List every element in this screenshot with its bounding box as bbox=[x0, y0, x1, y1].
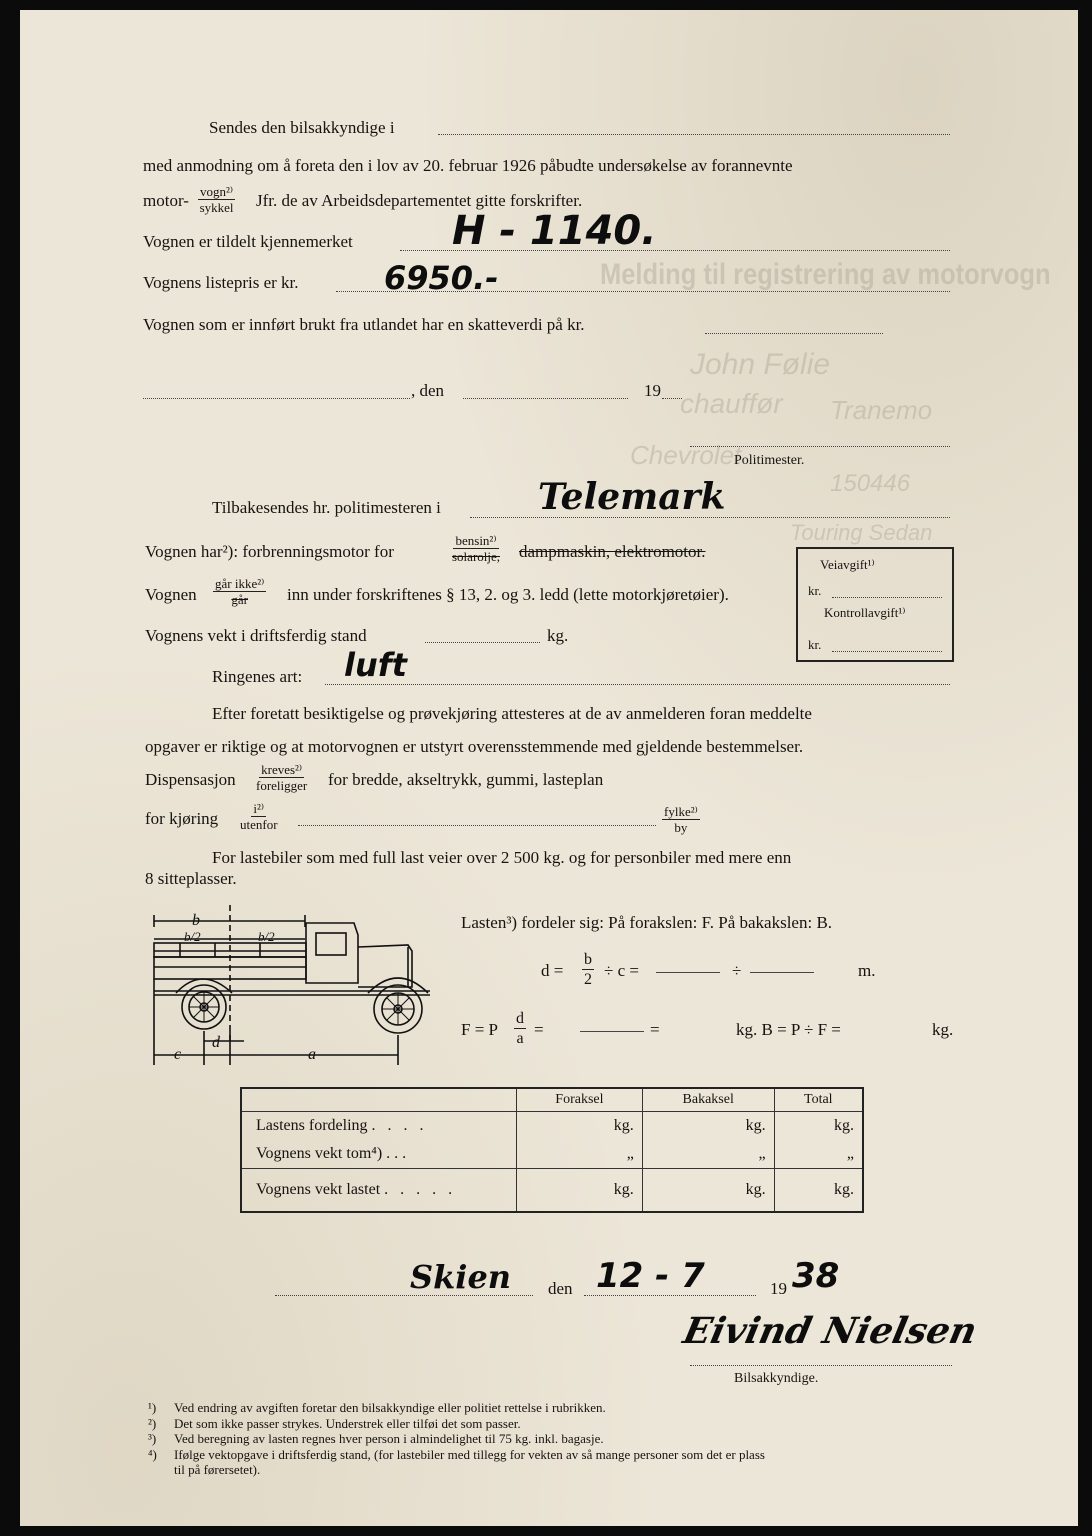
year-prefix: 19 bbox=[644, 381, 661, 400]
truck-diagram bbox=[140, 895, 440, 1070]
ringer-field[interactable] bbox=[325, 684, 950, 685]
tilbakesendes-value: Telemark bbox=[538, 476, 726, 518]
sign-place-value: Skien bbox=[410, 1258, 512, 1296]
kj-top: i²⁾ bbox=[253, 801, 265, 816]
cell-bakaksel[interactable]: „ bbox=[642, 1140, 774, 1169]
inspector-signature: Eivind Nielsen bbox=[679, 1310, 981, 1352]
cell-total[interactable]: kg. bbox=[774, 1112, 863, 1141]
gar-top: går ikke²⁾ bbox=[215, 576, 265, 591]
fee-box bbox=[796, 547, 954, 662]
lastebil-line1: For lastebiler som med full last veier over 2 500 kg. og for personbiler med mere enn bbox=[212, 848, 792, 867]
vekt-field[interactable] bbox=[425, 642, 540, 643]
cell-bakaksel[interactable]: kg. bbox=[642, 1112, 774, 1141]
bilsakkyndige-label: Bilsakkyndige. bbox=[734, 1371, 819, 1386]
dim-c-label: c bbox=[174, 1046, 182, 1063]
show-through-place: Tranemo bbox=[830, 395, 933, 425]
sign-date-value: 12 - 7 bbox=[596, 1256, 705, 1296]
footnotes bbox=[148, 1400, 968, 1478]
sendes-field[interactable] bbox=[438, 134, 950, 135]
footnote: ⁴) Ifølge vektopgave i driftsferdig stand, (for lastebiler med tillegg for vekten av så mange personer som det er plass bbox=[148, 1446, 765, 1462]
kjoring-field[interactable] bbox=[298, 825, 656, 826]
footnote: ²) Det som ikke passer strykes. Understrek eller tilføi det som passer. bbox=[148, 1415, 521, 1431]
listepris-value: 6950.- bbox=[384, 259, 499, 297]
motor-frac-bottom: sykkel bbox=[199, 200, 234, 215]
show-through-heading: Melding til registrering av motorvogn bbox=[600, 258, 1051, 291]
div-sign: ÷ bbox=[732, 961, 742, 980]
dispensasjon-fraction bbox=[256, 762, 307, 793]
listepris-label: Vognens listepris er kr. bbox=[143, 273, 299, 292]
fylke-fraction bbox=[662, 804, 700, 835]
dim-a-label: a bbox=[308, 1046, 316, 1063]
dim-b-label: b bbox=[192, 912, 200, 929]
kjennemerke-value: H - 1140. bbox=[452, 208, 657, 254]
motor-types: dampmaskin, elektromotor. bbox=[519, 542, 706, 561]
gar-bottom: går bbox=[231, 592, 248, 607]
show-through-name: John Følie bbox=[690, 348, 831, 381]
f-formula-left: F = P bbox=[461, 1020, 498, 1039]
ringer-label: Ringenes art: bbox=[212, 667, 303, 686]
motor-frac-top: vogn²⁾ bbox=[200, 184, 234, 199]
sign-year-prefix: 19 bbox=[770, 1279, 787, 1298]
place-field[interactable] bbox=[143, 398, 410, 399]
fylke-bottom: by bbox=[674, 820, 688, 835]
two-under: 2 bbox=[584, 971, 592, 988]
minus-c: ÷ c = bbox=[604, 961, 639, 980]
lasten-text: Lasten³) fordeler sig: På forakslen: F. På bakakslen: B. bbox=[461, 913, 833, 932]
skatteverdi-field[interactable] bbox=[705, 333, 883, 334]
sign-den-label: den bbox=[548, 1279, 573, 1298]
motor-type-fraction bbox=[198, 184, 235, 215]
show-through-serial: 150446 bbox=[830, 470, 911, 497]
veiavgift-label: Veiavgift¹⁾ bbox=[820, 557, 875, 572]
table-row bbox=[241, 1112, 863, 1141]
table-header-bakaksel: Bakaksel bbox=[642, 1088, 774, 1112]
fylke-top: fylke²⁾ bbox=[664, 804, 698, 819]
table-header-foraksel: Foraksel bbox=[517, 1088, 643, 1112]
eq1: = bbox=[534, 1020, 544, 1039]
kg-end: kg. bbox=[932, 1020, 954, 1039]
dim-b2-right-label: b/2 bbox=[258, 929, 275, 944]
vekt-label: Vognens vekt i driftsferdig stand bbox=[145, 626, 367, 645]
veiavgift-kr: kr. bbox=[808, 583, 822, 598]
veiavgift-field[interactable] bbox=[832, 597, 942, 598]
a-under: a bbox=[516, 1030, 524, 1047]
disp-top: kreves²⁾ bbox=[261, 762, 303, 777]
kontrollavgift-field[interactable] bbox=[832, 651, 942, 652]
date-field[interactable] bbox=[463, 398, 628, 399]
cell-foraksel[interactable]: kg. bbox=[517, 1112, 643, 1141]
vognen-label: Vognen bbox=[145, 585, 197, 604]
show-through-make: Chevrolet bbox=[630, 440, 742, 470]
table-row bbox=[241, 1169, 863, 1213]
year-field[interactable] bbox=[662, 398, 682, 399]
skatteverdi-label: Vognen som er innført brukt fra utlandet har en skatteverdi på kr. bbox=[143, 315, 585, 334]
cell-total[interactable]: „ bbox=[774, 1140, 863, 1169]
footnote: ¹) Ved endring av avgiften foretar den bilsakkyndige eller politiet rettelse i rubrikken. bbox=[148, 1400, 606, 1415]
tilbakesendes-label: Tilbakesendes hr. politimesteren i bbox=[212, 498, 441, 517]
disp-bottom: foreligger bbox=[256, 778, 308, 793]
d-over: d bbox=[516, 1010, 524, 1027]
politimester-signature-field[interactable] bbox=[690, 446, 950, 447]
motor-suffix: Jfr. de av Arbeidsdepartementet gitte forskrifter. bbox=[256, 191, 583, 210]
inspector-signature-field[interactable] bbox=[690, 1365, 952, 1366]
kj-bottom: utenfor bbox=[240, 817, 278, 832]
row-label: Vognens vekt tom⁴) . . . bbox=[256, 1145, 407, 1162]
m-unit: m. bbox=[858, 961, 876, 980]
dispensasjon-label: Dispensasjon bbox=[145, 770, 236, 789]
load-table bbox=[240, 1087, 864, 1213]
d-calc-field-1[interactable] bbox=[656, 972, 720, 973]
ringer-value: luft bbox=[344, 646, 407, 684]
kjennemerke-label: Vognen er tildelt kjennemerket bbox=[143, 232, 353, 251]
fuel-bottom: solarolje, bbox=[452, 549, 501, 564]
d-over-a-fraction bbox=[514, 1009, 526, 1048]
den-label: , den bbox=[411, 381, 445, 400]
row-label: Vognens vekt lastet . . . . . bbox=[241, 1169, 517, 1213]
cell-bakaksel[interactable]: kg. bbox=[642, 1169, 774, 1213]
fuel-top: bensin²⁾ bbox=[455, 533, 497, 548]
row-label: Lastens fordeling . . . . bbox=[256, 1117, 428, 1134]
sign-year-value: 38 bbox=[792, 1256, 840, 1296]
politimester-label: Politimester. bbox=[734, 453, 805, 468]
kontrollavgift-kr: kr. bbox=[808, 637, 822, 652]
d-formula-left: d = bbox=[541, 961, 564, 980]
f-calc-field[interactable] bbox=[580, 1031, 644, 1032]
table-row bbox=[241, 1140, 863, 1169]
d-calc-field-2[interactable] bbox=[750, 972, 814, 973]
eq2: = bbox=[650, 1020, 660, 1039]
motor-label: Vognen har²): forbrenningsmotor for bbox=[145, 542, 394, 561]
show-through-occupation: chauffør bbox=[680, 388, 783, 419]
dim-b2-left-label: b/2 bbox=[184, 929, 201, 944]
dim-d-label: d bbox=[212, 1034, 220, 1051]
footnote: til på førersetet). bbox=[174, 1462, 261, 1477]
table-header-blank bbox=[241, 1088, 517, 1112]
show-through-model: Touring Sedan bbox=[790, 520, 933, 545]
footnote: ³) Ved beregning av lasten regnes hver person i almindelighet til 75 kg. inkl. bagasje. bbox=[148, 1431, 604, 1446]
b-over: b bbox=[584, 951, 592, 968]
gar-fraction bbox=[213, 576, 266, 607]
lastebil-line2: 8 sitteplasser. bbox=[145, 869, 237, 888]
kontrollavgift-label: Kontrollavgift¹⁾ bbox=[824, 605, 906, 620]
cell-total[interactable]: kg. bbox=[774, 1169, 863, 1213]
cell-foraksel[interactable]: kg. bbox=[517, 1169, 643, 1213]
vekt-unit: kg. bbox=[547, 626, 569, 645]
b-over-2-fraction bbox=[582, 950, 594, 989]
attest-line2: opgaver er riktige og at motorvognen er utstyrt overensstemmende med gjeldende bestemmelser. bbox=[145, 737, 804, 756]
forskrift-text: inn under forskriftenes § 13, 2. og 3. ledd (lette motorkjøretøier). bbox=[287, 585, 729, 604]
kg-b-formula: kg. B = P ÷ F = bbox=[736, 1020, 841, 1039]
request-line: med anmodning om å foreta den i lov av 20. februar 1926 påbudte undersøkelse av forannevnte bbox=[143, 156, 793, 175]
attest-line1: Efter foretatt besiktigelse og prøvekjøring attesteres at de av anmelderen foran meddelte bbox=[212, 704, 812, 723]
kjoring-fraction bbox=[240, 801, 278, 832]
cell-foraksel[interactable]: „ bbox=[517, 1140, 643, 1169]
motor-prefix: motor- bbox=[143, 191, 189, 210]
dispensasjon-text: for bredde, akseltrykk, gummi, lasteplan bbox=[328, 770, 604, 789]
table-header-total: Total bbox=[774, 1088, 863, 1112]
fuel-fraction bbox=[452, 533, 500, 564]
sendes-label: Sendes den bilsakkyndige i bbox=[209, 118, 395, 137]
kjoring-label: for kjøring bbox=[145, 809, 219, 828]
